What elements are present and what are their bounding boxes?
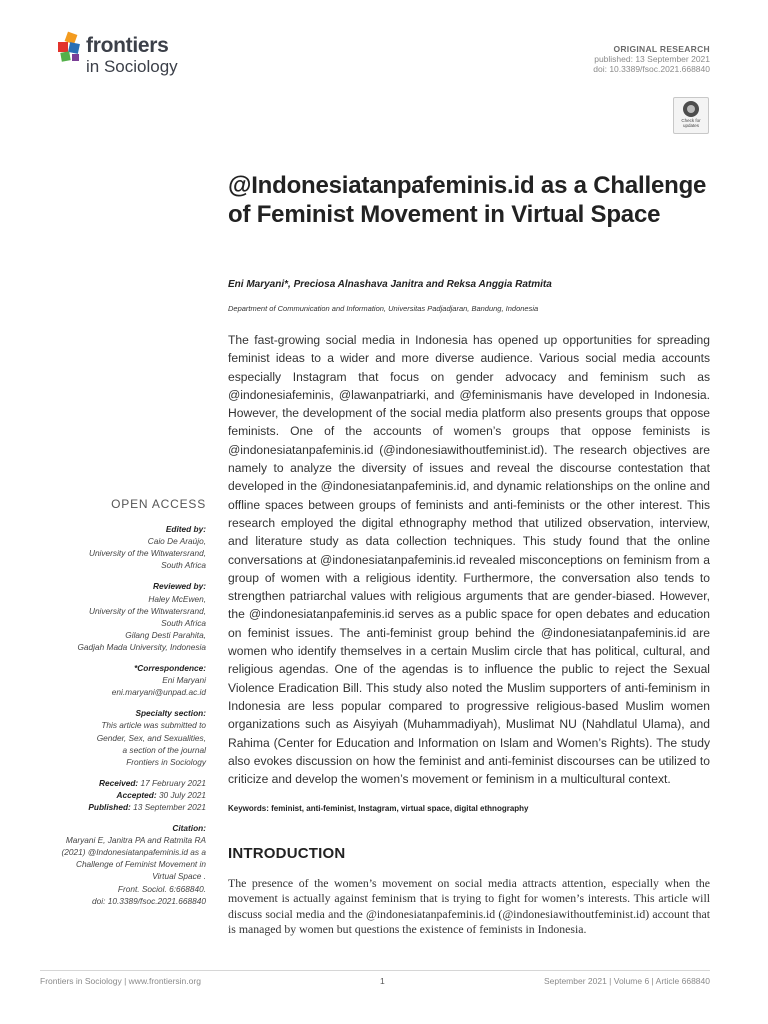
frontiers-logo-icon <box>58 33 84 63</box>
reviewed-by-label: Reviewed by: <box>152 581 206 592</box>
reviewer-line[interactable]: Haley McEwen, <box>148 593 206 604</box>
footer-divider <box>40 970 710 971</box>
introduction-heading: INTRODUCTION <box>228 845 346 862</box>
editor-line[interactable]: Caio De Araújo, <box>147 536 206 547</box>
received-date: Received: 17 February 2021 <box>98 777 206 788</box>
reviewed-by-section <box>40 580 206 653</box>
accepted-date: Accepted: 30 July 2021 <box>116 789 206 800</box>
introduction-paragraph: The presence of the women’s movement on social media attracts attention, especially when the movement is actually against feminism that is trying to fight for women’s interests. This article will discuss social media and the @indonesiatanpafeminis.id (@indonesiawithoutfeminist.id) account that is managed by women but questions the existence of feminists in Indonesia. <box>228 876 710 937</box>
specialty-line: Gender, Sex, and Sexualities, <box>96 732 206 743</box>
sidebar <box>40 498 206 916</box>
article-title: @Indonesiatanpafeminis.id as a Challenge of Feminist Movement in Virtual Space <box>228 172 707 228</box>
reviewer-line: South Africa <box>161 617 206 628</box>
citation-line: Front. Sociol. 6:668840. <box>117 883 206 894</box>
open-access-label: OPEN ACCESS <box>111 497 206 511</box>
citation-line: Challenge of Feminist Movement in <box>75 859 206 870</box>
specialty-line: a section of the journal <box>122 744 206 755</box>
article-meta <box>593 44 710 74</box>
journal-name-line2: in Sociology <box>86 57 178 76</box>
edited-by-label: Edited by: <box>165 524 206 535</box>
check-updates-icon <box>683 101 699 117</box>
reviewer-line: University of the Witwatersrand, <box>88 605 206 616</box>
citation-line: Maryani E, Janitra PA and Ratmita RA <box>65 835 206 846</box>
citation-section <box>40 822 206 907</box>
specialty-line: Frontiers in Sociology <box>126 756 206 767</box>
footer-journal-link[interactable]: Frontiers in Sociology | www.frontiersin.org <box>40 976 201 986</box>
published-date: published: 13 September 2021 <box>594 54 710 64</box>
keywords: Keywords: feminist, anti-feminist, Instagram, virtual space, digital ethnography <box>228 804 529 813</box>
page-number: 1 <box>380 976 385 986</box>
published-date-sidebar: Published: 13 September 2021 <box>88 801 206 812</box>
reviewer-line[interactable]: Gilang Desti Parahita, <box>125 629 206 640</box>
citation-line: (2021) @Indonesiatanpafeminis.id as a <box>61 847 206 858</box>
specialty-section <box>40 707 206 767</box>
article-type: ORIGINAL RESEARCH <box>613 44 710 54</box>
editor-line: University of the Witwatersrand, <box>88 548 206 559</box>
abstract-text: The fast-growing social media in Indonesia has opened up opportunities for spreading feminist ideas to a wider and more diverse audience. Various social media accounts especially Instagram that focus on gender advocacy and feminism such as @indonesiafeminis, @lawanpatriarki, and @feminismanis have developed in Indonesia. However, the development of the social media platform also presents groups that oppose feminists. One of the accounts of women’s groups that oppose feminists is @indonesiatanpafeminis.id (@indonesiawithoutfeminist.id). The research objectives are namely to analyze the diversity of issues and reveal the discourse contestation that developed in the @indonesiatanpafeminis.id, and dynamic relationships on the online and offline spaces between groups of feminists and anti-feminists or the other interest. This research employed the digital ethnography method that utilized observation, interview, and literature study as data collection techniques. This study found that the online conversations at @indonesiatanpafeminis.id revealed misconceptions on feminism from a group of women with a religious identity. Furthermore, the conversation also tends to strengthen patriarchal values with religious arguments that are gender-biased. However, the @indonesiatanpafeminis.id serves as a public space for open debates and education on feminist issues. The anti-feminist group behind the @indonesiatanpafeminis.id are women who identify themselves in a certain Muslim circle that has political, cultural, and religious agendas. One of the agendas is to influence the public to reject the Sexual Violence Eradication Bill. This study also noted the Muslim supporters of anti-feminism in Indonesia are less popular compared to progressive religious-based Muslim women organizations such as Aisyiyah (Muhammadiyah), Muslimat NU (Nahdlatul Ulama), and Rahima (Center for Education and Information on Islam and Women’s Rights). The study also evokes discussion on how the feminist and anti-feminist discourses can be utilized to criticize and develop the women’s movement or feminism in a multicultural context. <box>228 333 710 787</box>
correspondence-section <box>40 662 206 698</box>
correspondence-label: *Correspondence: <box>134 663 206 674</box>
editor-line: South Africa <box>161 560 206 571</box>
dates-section <box>40 777 206 813</box>
reviewer-line: Gadjah Mada University, Indonesia <box>77 641 206 652</box>
badge-text: Check for updates <box>681 118 701 128</box>
citation-label: Citation: <box>172 823 206 834</box>
citation-line: Virtual Space . <box>152 871 206 882</box>
specialty-label: Specialty section: <box>135 708 206 719</box>
author-affiliation: Department of Communication and Information, Universitas Padjadjaran, Bandung, Indonesia <box>228 304 539 313</box>
correspondence-name: Eni Maryani <box>162 675 206 686</box>
footer-issue-info: September 2021 | Volume 6 | Article 668840 <box>543 976 710 986</box>
specialty-line: This article was submitted to <box>101 720 206 731</box>
correspondence-email[interactable]: eni.maryani@unpad.ac.id <box>111 687 206 698</box>
citation-doi[interactable]: doi: 10.3389/fsoc.2021.668840 <box>92 895 206 906</box>
edited-by-section <box>40 523 206 571</box>
article-authors: Eni Maryani*, Preciosa Alnashava Janitra and Reksa Anggia Ratmita <box>228 279 552 290</box>
journal-name-line1: frontiers <box>86 34 169 57</box>
journal-logo[interactable] <box>58 33 238 81</box>
article-doi[interactable]: doi: 10.3389/fsoc.2021.668840 <box>593 64 710 74</box>
check-for-updates-badge[interactable] <box>673 97 709 134</box>
